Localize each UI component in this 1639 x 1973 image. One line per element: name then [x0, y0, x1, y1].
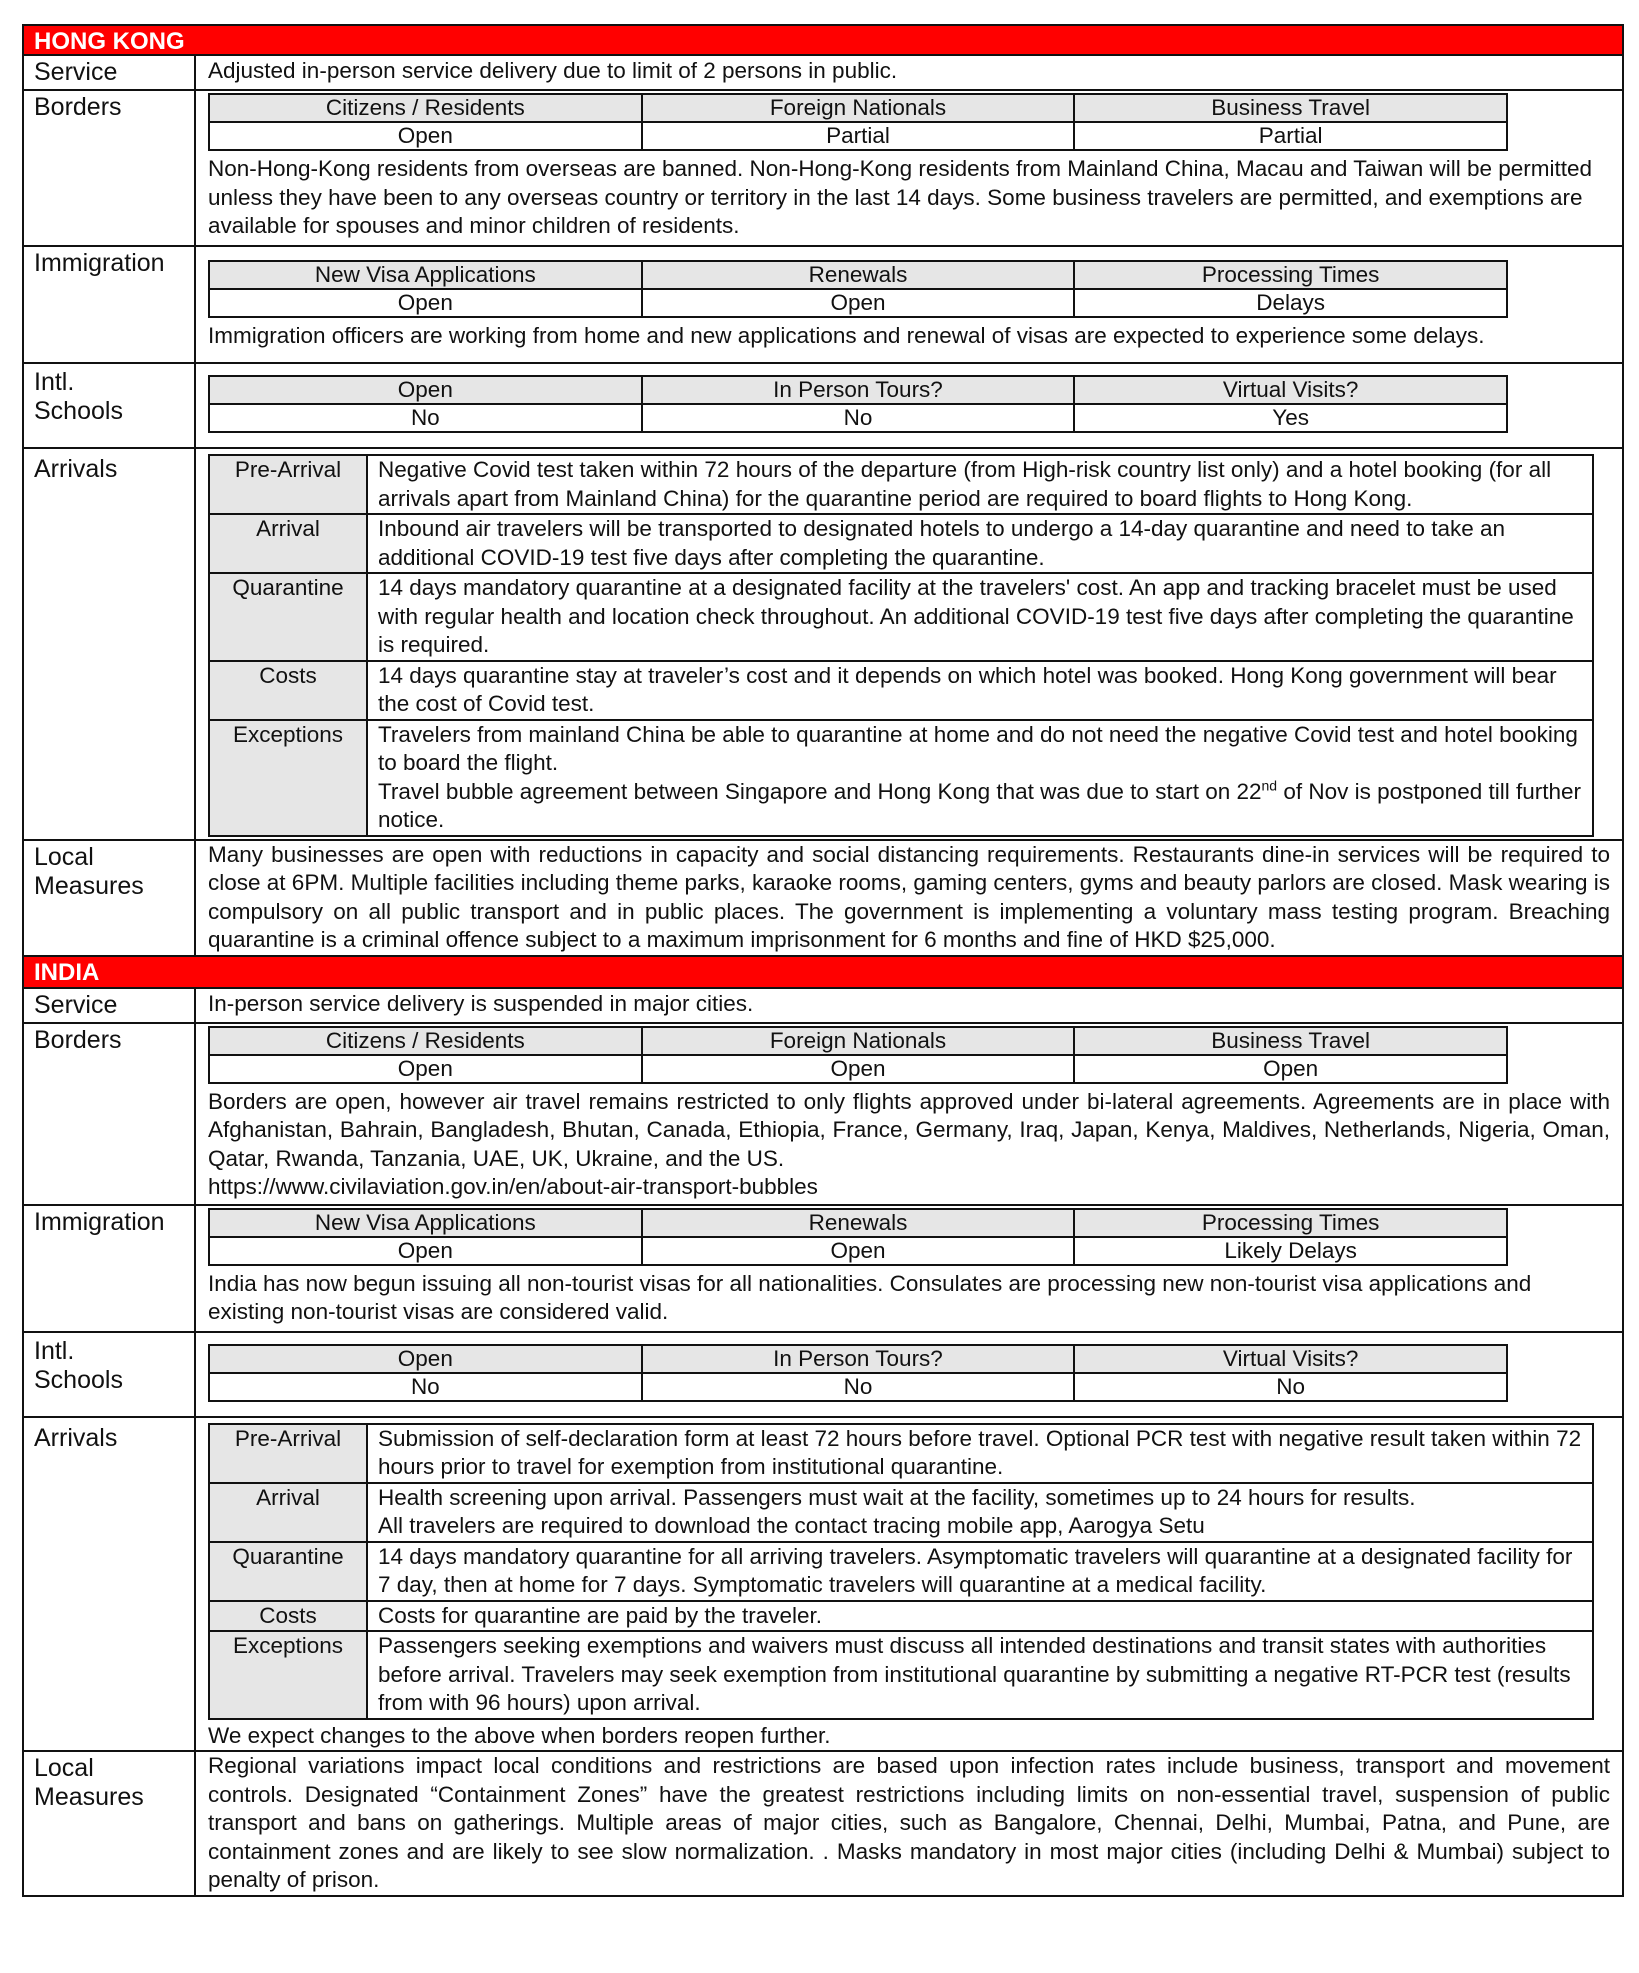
table-cell: Likely Delays — [1074, 1237, 1507, 1265]
local-measures-text: Many businesses are open with reductions in capacity and social distancing requirements. Restaurants dine-in services will be required to close at 6PM. Multiple facilities including theme parks, karaoke rooms, gaming centers, gyms and beauty parlors are closed. Mask wearing is compulsory on all public transport and in public places. The government is implementing a voluntary mass testing program. Breaching quarantine is a criminal offence subject to a maximum imprisonment for 6 months and fine of HKD $25,000. — [208, 841, 1610, 952]
label-line: Schools — [34, 397, 123, 425]
text-fragment: of Nov is postponed till further notice. — [378, 778, 1581, 832]
table-cell: No — [209, 404, 642, 432]
table-cell: Yes — [1074, 404, 1507, 432]
arrivals-text: Travelers from mainland China be able to quarantine at home and do not need the negative Covid test and hotel booking to board the flight. — [378, 721, 1578, 775]
arrivals-label: Exceptions — [209, 720, 367, 836]
arrivals-text: 14 days quarantine stay at traveler’s cost and it depends on which hotel was booked. Hong Kong government will bear the cost of Covid test. — [367, 661, 1593, 720]
arrivals-table — [208, 454, 1594, 837]
row-immigration — [22, 1206, 1624, 1333]
air-bubbles-link[interactable]: https://www.civilaviation.gov.in/en/about-air-transport-bubbles — [208, 1174, 818, 1199]
arrivals-text: Costs for quarantine are paid by the traveler. — [367, 1601, 1593, 1632]
table-header: Open — [209, 1345, 642, 1373]
row-label — [24, 1333, 196, 1416]
table-cell: Open — [209, 122, 642, 150]
arrivals-text: Health screening upon arrival. Passengers must wait at the facility, sometimes up to 24 hours for results. — [378, 1484, 1416, 1510]
row-label: Arrivals — [24, 449, 196, 839]
arrivals-label: Quarantine — [209, 1542, 367, 1601]
table-cell: No — [642, 404, 1075, 432]
row-label: Service — [24, 56, 196, 89]
arrivals-label: Costs — [209, 661, 367, 720]
row-label — [24, 364, 196, 447]
schools-table — [208, 1344, 1508, 1402]
local-measures-text: Regional variations impact local conditions and restrictions are based upon infection rates include business, transport and movement controls. Designated “Containment Zones” have the greatest restrictions including limits on non-essential travel, suspension of public transport and bans on gatherings. Multiple areas of major cities, such as Bangalore, Chennai, Delhi, Mumbai, Patna, and Pune, are containment zones and are likely to see slow normalization. . Masks mandatory in most major cities (including Delhi & Mumbai) subject to penalty of prison. — [208, 1753, 1610, 1892]
table-header: New Visa Applications — [209, 1209, 642, 1237]
table-header: Processing Times — [1074, 261, 1507, 289]
immigration-table — [208, 260, 1508, 318]
table-header: Business Travel — [1074, 94, 1507, 122]
arrivals-table — [208, 1423, 1594, 1720]
row-label: Arrivals — [24, 1418, 196, 1751]
table-cell: Open — [642, 1237, 1075, 1265]
borders-note: Non-Hong-Kong residents from overseas are banned. Non-Hong-Kong residents from Mainland China, Macau and Taiwan will be permitted unless they have been to any overseas country or territory in the last 14 days. Some business travelers are permitted, and exemptions are available for spouses and minor children of residents. — [208, 156, 1593, 238]
country-restrictions-document — [22, 24, 1624, 1897]
arrivals-text: 14 days mandatory quarantine at a designated facility at the travelers' cost. An app and tracking bracelet must be used with regular health and location check throughout. An additional COVID-19 test five days after completing the quarantine is required. — [367, 573, 1593, 661]
table-header: Virtual Visits? — [1074, 376, 1507, 404]
row-label: Borders — [24, 91, 196, 245]
row-local-measures — [22, 1752, 1624, 1897]
row-arrivals — [22, 1418, 1624, 1753]
arrivals-text: Submission of self-declaration form at least 72 hours before travel. Optional PCR test with negative result taken within 72 hours prior to travel for exemption from institutional quarantine. — [367, 1424, 1593, 1483]
table-header: Renewals — [642, 1209, 1075, 1237]
label-line: Measures — [34, 871, 144, 900]
table-header: In Person Tours? — [642, 376, 1075, 404]
arrivals-text: Inbound air travelers will be transported to designated hotels to undergo a 14-day quarantine and need to take an additional COVID-19 test five days after completing the quarantine. — [367, 514, 1593, 573]
table-header: Foreign Nationals — [642, 1027, 1075, 1055]
table-cell: Delays — [1074, 289, 1507, 317]
table-header: Open — [209, 376, 642, 404]
text-fragment: Travel bubble agreement between Singapore and Hong Kong that was due to start on 22 — [378, 778, 1262, 804]
service-text: In-person service delivery is suspended in major cities. — [208, 990, 754, 1016]
immigration-note: Immigration officers are working from home and new applications and renewal of visas are expected to experience some delays. — [208, 322, 1485, 348]
table-cell: No — [642, 1373, 1075, 1401]
row-borders — [22, 1024, 1624, 1206]
table-header: Renewals — [642, 261, 1075, 289]
service-text: Adjusted in-person service delivery due to limit of 2 persons in public. — [208, 58, 898, 83]
table-header: Business Travel — [1074, 1027, 1507, 1055]
table-cell: Open — [642, 1055, 1075, 1083]
row-label — [24, 841, 196, 955]
row-local-measures — [22, 841, 1624, 957]
immigration-note: India has now begun issuing all non-tourist visas for all nationalities. Consulates are processing new non-tourist visa applications and existing non-tourist visas are considered valid. — [208, 1270, 1532, 1324]
row-intl-schools — [22, 1333, 1624, 1418]
label-line: Local — [34, 1754, 94, 1782]
table-header: Citizens / Residents — [209, 94, 642, 122]
table-cell: Open — [1074, 1055, 1507, 1083]
row-label: Borders — [24, 1024, 196, 1204]
arrivals-label: Pre-Arrival — [209, 455, 367, 514]
table-header: Foreign Nationals — [642, 94, 1075, 122]
table-header: Virtual Visits? — [1074, 1345, 1507, 1373]
table-cell: Open — [209, 1055, 642, 1083]
section-header-india: INDIA — [22, 957, 1624, 989]
label-line: Local — [34, 842, 94, 871]
superscript: nd — [1261, 777, 1278, 793]
schools-table — [208, 375, 1508, 433]
table-header: Processing Times — [1074, 1209, 1507, 1237]
table-cell: Partial — [1074, 122, 1507, 150]
label-line: Measures — [34, 1783, 144, 1811]
arrivals-footnote: We expect changes to the above when borders reopen further. — [208, 1722, 831, 1748]
row-label: Service — [24, 989, 196, 1022]
immigration-table — [208, 1208, 1508, 1266]
table-cell: No — [209, 1373, 642, 1401]
label-line: Intl. — [34, 1336, 75, 1365]
table-cell: Open — [209, 289, 642, 317]
table-header: In Person Tours? — [642, 1345, 1075, 1373]
row-label: Immigration — [24, 1206, 196, 1331]
table-header: Citizens / Residents — [209, 1027, 642, 1055]
row-label: Immigration — [24, 247, 196, 363]
table-cell: Open — [209, 1237, 642, 1265]
table-cell: No — [1074, 1373, 1507, 1401]
table-cell: Open — [642, 289, 1075, 317]
borders-table — [208, 93, 1508, 151]
arrivals-text: Passengers seeking exemptions and waivers must discuss all intended destinations and transit states with authorities before arrival. Travelers may seek exemption from institutional quarantine by submitting a negative RT-PCR test (results from with 96 hours) upon arrival. — [367, 1631, 1593, 1719]
arrivals-label: Costs — [209, 1601, 367, 1632]
row-service — [22, 56, 1624, 91]
arrivals-label: Arrival — [209, 514, 367, 573]
row-label — [24, 1752, 196, 1895]
label-line: Intl. — [34, 368, 75, 396]
row-intl-schools — [22, 364, 1624, 449]
row-arrivals — [22, 449, 1624, 841]
section-header-hong-kong: HONG KONG — [22, 24, 1624, 56]
table-cell: Partial — [642, 122, 1075, 150]
borders-table — [208, 1026, 1508, 1084]
row-borders — [22, 91, 1624, 247]
arrivals-label: Quarantine — [209, 573, 367, 661]
row-service — [22, 989, 1624, 1024]
row-immigration — [22, 247, 1624, 365]
arrivals-label: Pre-Arrival — [209, 1424, 367, 1483]
table-header: New Visa Applications — [209, 261, 642, 289]
label-line: Schools — [34, 1365, 123, 1394]
arrivals-text: 14 days mandatory quarantine for all arriving travelers. Asymptomatic travelers will quarantine at a designated facility for 7 day, then at home for 7 days. Symptomatic travelers will quarantine at a medical facility. — [367, 1542, 1593, 1601]
borders-note: Borders are open, however air travel remains restricted to only flights approved under bi-lateral agreements. Agreements are in place with Afghanistan, Bahrain, Bangladesh, Bhutan, Canada, Ethiopia, France, Germany, Iraq, Japan, Kenya, Maldives, Netherlands, Nigeria, Oman, Qatar, Rwanda, Tanzania, UAE, UK, Ukraine, and the US. — [208, 1088, 1610, 1171]
arrivals-text: Negative Covid test taken within 72 hours of the departure (from High-risk country list only) and a hotel booking (for all arrivals apart from Mainland China) for the quarantine period are required to board flights to Hong Kong. — [367, 455, 1593, 514]
arrivals-text: All travelers are required to download the contact tracing mobile app, Aarogya Setu — [378, 1513, 1205, 1538]
arrivals-label: Arrival — [209, 1483, 367, 1542]
arrivals-label: Exceptions — [209, 1631, 367, 1719]
arrivals-text — [378, 778, 1582, 835]
